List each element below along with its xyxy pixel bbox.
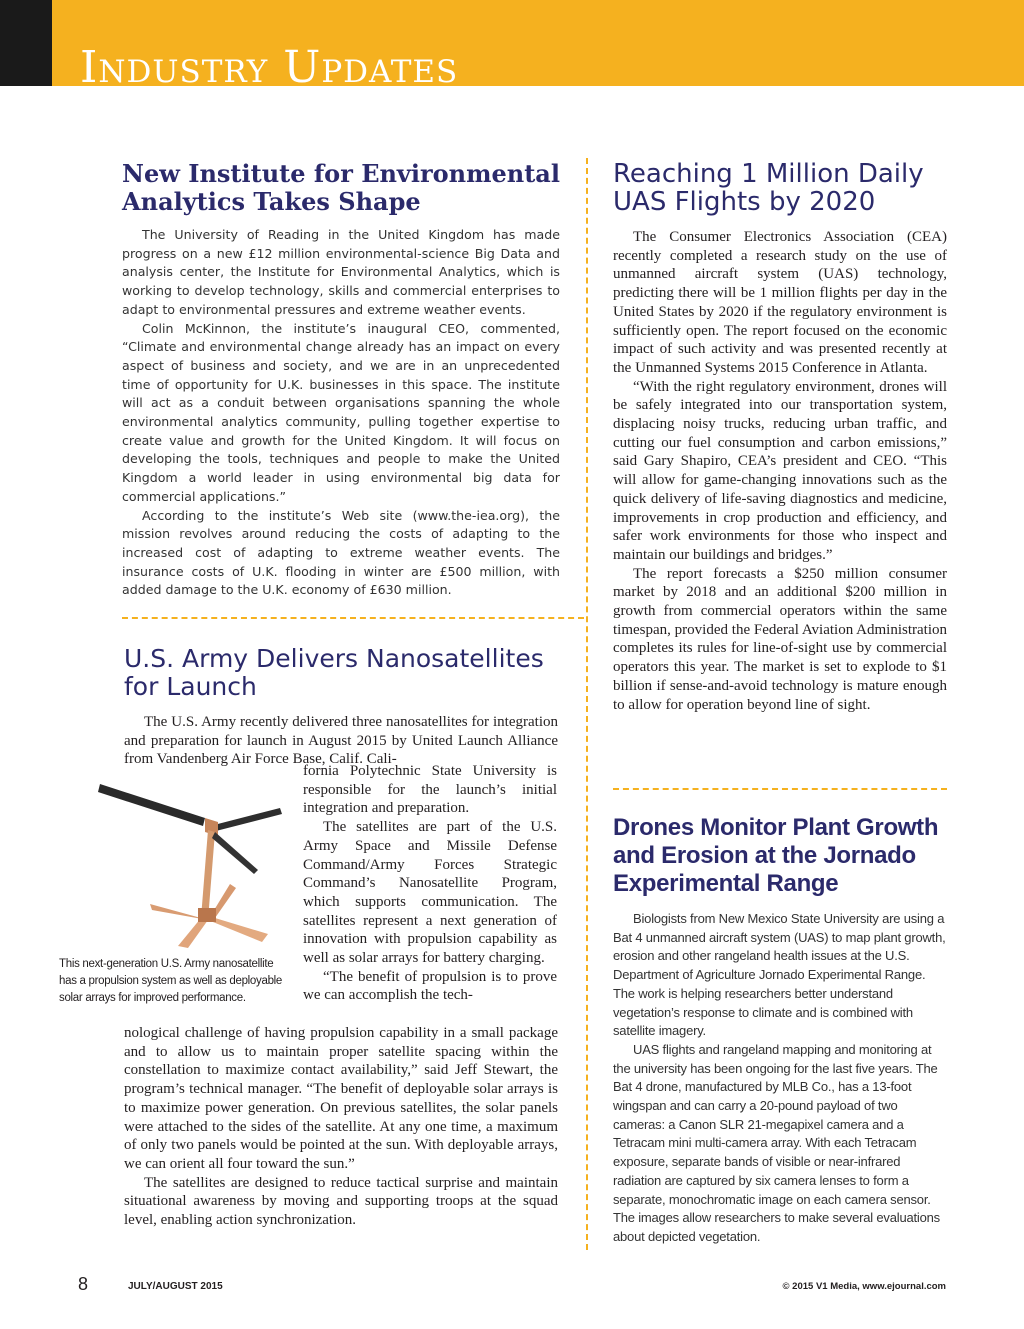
issue-date: JULY/AUGUST 2015 <box>128 1281 223 1292</box>
article-army-side-text <box>303 762 557 1005</box>
article-drones <box>613 814 947 1247</box>
paragraph: “With the right regulatory environment, drones will be safely integrated into our transportation system, displacing noisy trucks, reducing urban traffic, and cutting our fuel consumption and carbon emissions,” said Gary Shapiro, CEA’s president and CEO. “This will allow for game-changing innovations such as the quick delivery of life-saving diagnostics and medicine, improvements in crop production and efficiency, and safer work environments for those who inspect and maintain our buildings and bridges.” <box>613 378 947 563</box>
article-army-tail-text <box>124 1024 558 1230</box>
paragraph: The report forecasts a $250 million consumer market by 2018 and an additional $200 million in growth from commercial operators within the same timespan, provided the Federal Aviation Administration completes its rules for line-of-sight use by commercial operators this year. The market is set to explode to $1 billion if sense-and-avoid technology is mature enough to allow for operation beyond line of sight. <box>613 565 947 713</box>
copyright: © 2015 V1 Media, www.ejournal.com <box>782 1281 946 1292</box>
nanosatellite-photo <box>70 770 300 950</box>
article-body <box>122 226 560 600</box>
paragraph: The Consumer Electronics Association (CEA) recently completed a research study on the use of unmanned aircraft system (UAS) technology, predicting there will be 1 million flights per day in the United States by 2020 if the regulatory environment is sufficiently open. The report focused on the economic impact of such activity and was presented recently at the Unmanned Systems 2015 Conference in Atlanta. <box>613 229 947 376</box>
page-number: 8 <box>78 1274 89 1294</box>
article-title: New Institute for Environmental Analytics Takes Shape <box>122 159 560 216</box>
paragraph: fornia Polytechnic State University is responsible for the launch’s initial integration and preparation. <box>303 763 557 817</box>
article-uas <box>613 160 947 714</box>
paragraph: According to the institute’s Web site (www.the-iea.org), the mission revolves around reducing the costs of adapting to the increased cost of adapting to extreme weather events. The insurance costs of U.K. flooding in winter are £500 million, with added damage to the U.K. economy of £630 million. <box>122 507 560 598</box>
paragraph: Biologists from New Mexico State University are using a Bat 4 unmanned aircraft system (UAS) to map plant growth, erosion and other rangeland health issues at the U.S. Department of Agriculture Jornado Experimental Range. The work is helping researchers better understand vegetation’s response to climate and is combined with satellite imagery. <box>613 911 946 1039</box>
header-black-tab <box>0 0 52 86</box>
article-army <box>124 645 558 769</box>
paragraph: The satellites are part of the U.S. Army Space and Missile Defense Command/Army Forces Strategic Command’s Nanosatellite Program, which supports communication. The satellites represent a next generation of innovation with propulsion capability as well as solar arrays for battery charging. <box>303 819 557 967</box>
paragraph: UAS flights and rangeland mapping and monitoring at the university has been ongoing for the last five years. The Bat 4 drone, manufactured by MLB Co., has a 13-foot wingspan and can carry a 20-pound payload of two cameras: a Canon SLR 21-megapixel camera and a Tetracam mini multi-camera array. With each Tetracam exposure, separate bands of visible or near-infrared radiation are captured by six camera lenses to form a separate, monochromatic image on each camera sensor. The images allow researchers to make several evaluations about depicted vegetation. <box>613 1041 940 1244</box>
paragraph: “The benefit of propulsion is to prove we can accomplish the tech- <box>303 968 557 1004</box>
article-title: Reaching 1 Million Daily UAS Flights by 2020 <box>613 159 924 217</box>
article-body <box>613 910 947 1247</box>
paragraph: The U.S. Army recently delivered three nanosatellites for integration and preparation for launch in August 2015 by United Launch Alliance from Vandenberg Air Force Base, Calif. Cali- <box>124 714 558 768</box>
section-title: Industry Updates <box>80 44 459 86</box>
column-divider <box>586 158 588 1250</box>
article-institute <box>122 160 560 600</box>
article-divider-right <box>613 788 947 790</box>
paragraph: The University of Reading in the United Kingdom has made progress on a new £12 million environmental-science Big Data and analysis center, the Institute for Environmental Analytics, which is working to develop technology, skills and commercial enterprises to adapt to environmental pressures and extreme weather events. <box>122 227 560 317</box>
article-body <box>124 713 558 769</box>
paragraph: The satellites are designed to reduce tactical surprise and maintain situational awareness by moving and supporting troops at the squad level, enabling action synchronization. <box>124 1174 558 1229</box>
photo-caption: This next-generation U.S. Army nanosatellite has a propulsion system as well as deployable solar arrays for improved performance. <box>59 958 283 1004</box>
paragraph: Colin McKinnon, the institute’s inaugural CEO, commented, “Climate and environmental change already has an impact on every aspect of business and society, and we are in an unprecedented time of opportunity for U.K. businesses in this space. The institute will act as a conduit between organisations spanning the whole environmental analytics community, pulling together expertise to create value and growth for the United Kingdom. It will focus on developing the tools, techniques and people to make the United Kingdom a world leader in using environmental big data for commercial applications.” <box>122 320 560 504</box>
paragraph: nological challenge of having propulsion capability in a small package and to allow us to maintain proper satellite spacing within the constellation to maximize contact availability,” said Jeff Stewart, the program’s technical manager. “The benefit of deployable solar arrays is to maximize power generation. On previous satellites, the solar panels were attached to the sides of the satellite. At any one time, a maximum of only two panels would be pointed at the sun. With deployable arrays, we can orient all four toward the sun.” <box>124 1025 558 1172</box>
article-divider-left <box>122 617 584 619</box>
article-title: Drones Monitor Plant Growth and Erosion at the Jornado Experimental Range <box>613 814 939 897</box>
article-body <box>613 228 947 714</box>
article-title: U.S. Army Delivers Nanosatellites for Launch <box>124 644 544 701</box>
